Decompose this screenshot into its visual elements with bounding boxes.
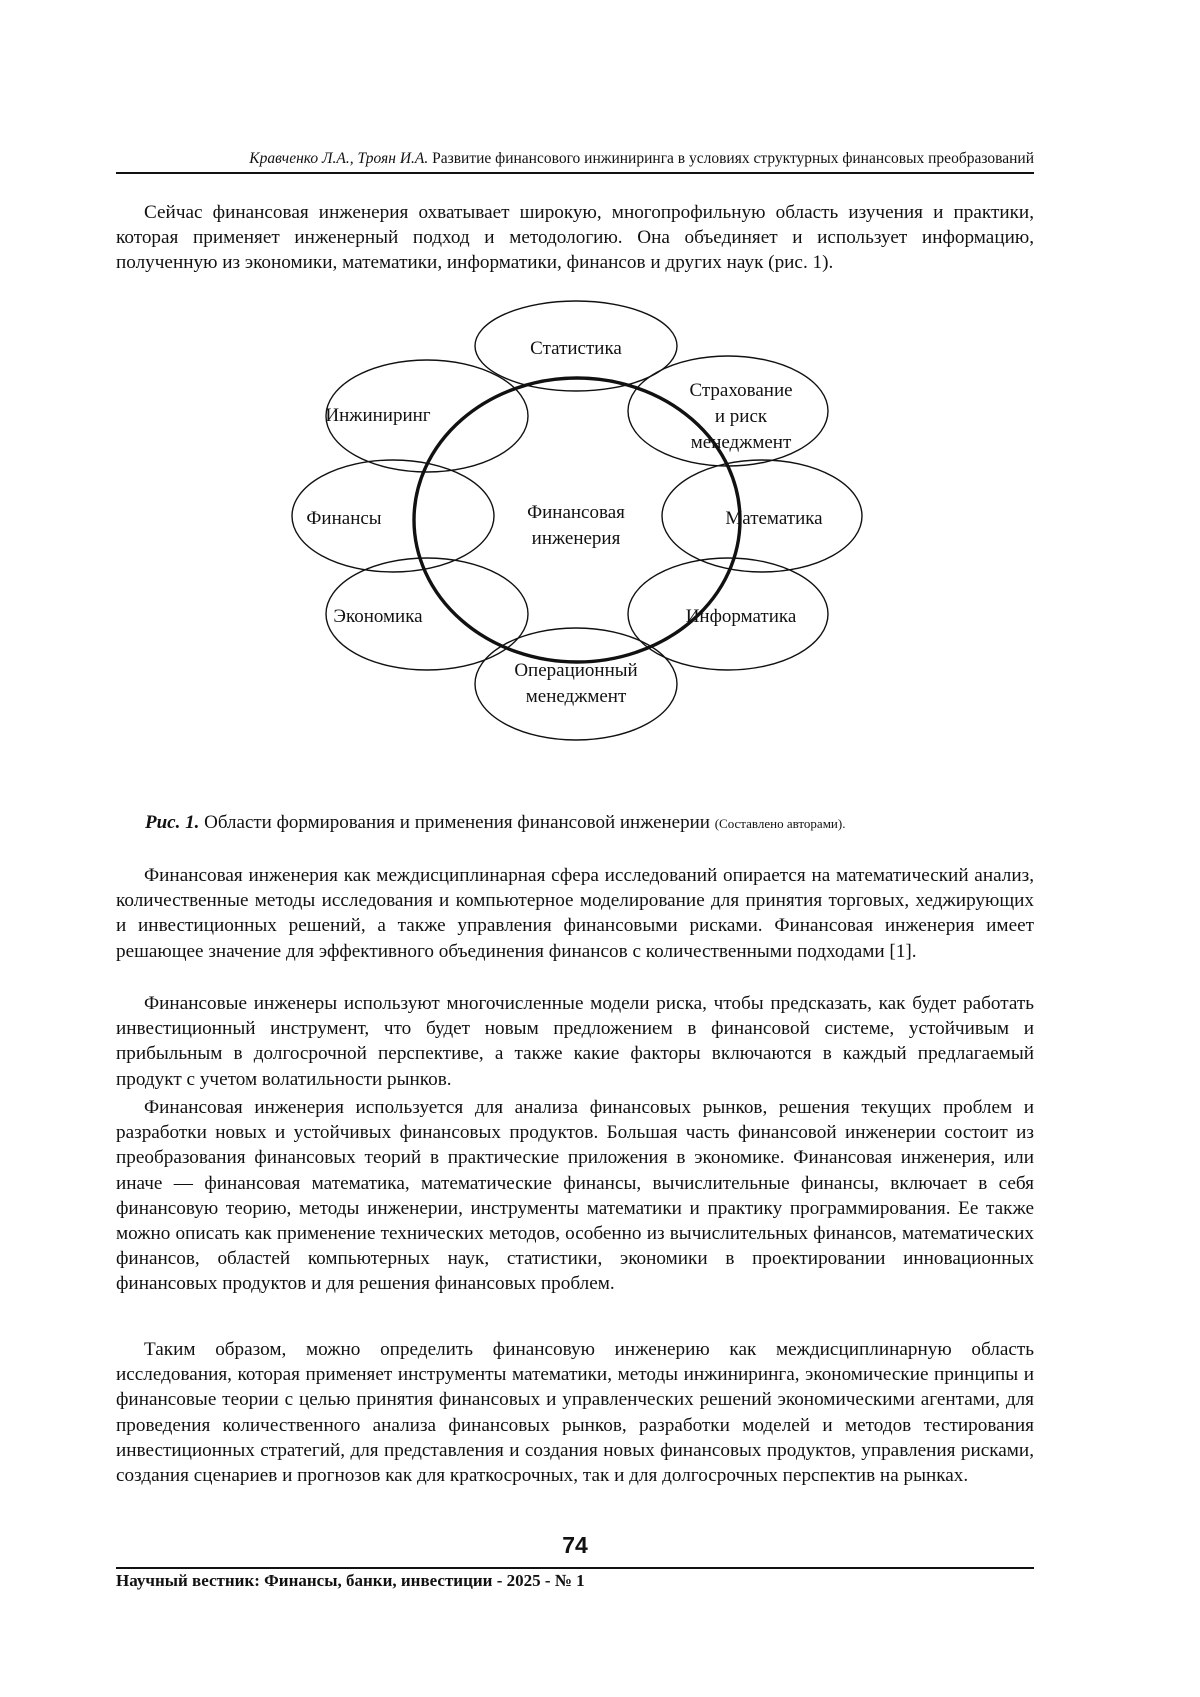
page-number: 74 [562,1532,588,1558]
figure-caption-source: (Составлено авторами). [714,816,846,831]
node-label-engineering: Инжиниринг [325,405,431,426]
running-head-authors: Кравченко Л.А., Троян И.А. [249,150,429,167]
figure-caption-text: Области формирования и применения финансовой инженерии [204,812,710,833]
center-label-line2: инженерия [531,528,621,549]
node-label-insurance-line1: Страхование [689,380,793,401]
header-rule [116,172,1034,174]
body-paragraph: Финансовая инженерия используется для анализа финансовых рынков, решения текущих проблем и разработки новых и устойчивых финансовых продуктов. Большая часть финансовой инженерии состоит из преобразования финансовых теорий в практические приложения в экономике. Финансовая инженерия, или иначе — финансовая математика, математические финансы, вычислительные финансы, включает в себя финансовую теорию, методы инженерии, инструменты математики и практику программирования. Ее также можно описать как применение технических методов, особенно из вычислительных финансов, математических финансов, областей компьютерных наук, статистики, экономики в проектировании инновационных финансовых продуктов и для решения финансовых проблем. [116,1097,1034,1295]
node-label-informatics: Информатика [685,606,797,627]
running-head [116,150,1034,168]
figure-diagram [250,298,890,798]
node-label-finance: Финансы [306,508,382,529]
node-label-insurance-line2: и риск [714,406,768,427]
node-label-operations-line1: Операционный [514,660,638,681]
figure-caption [145,812,1045,834]
diagram-svg [250,298,890,798]
node-label-mathematics: Математика [725,508,823,529]
figure-caption-label: Рис. 1. [145,812,200,833]
journal-footer: Научный вестник: Финансы, банки, инвестиции - 2025 - № 1 [116,1571,585,1590]
body-paragraph: Таким образом, можно определить финансовую инженерию как междисциплинарную область исследования, которая применяет инструменты математики, методы инжиниринга, экономические принципы и финансовые теории с целью принятия финансовых и управленческих решений экономическими агентами, для проведения количественного анализа финансовых рынков, разработки моделей и методов тестирования инвестиционных стратегий, для представления и создания новых финансовых продуктов, управления рисками, создания сценариев и прогнозов как для краткосрочных, так и для долгосрочных перспектив на рынках. [116,1339,1034,1487]
intro-paragraph: Сейчас финансовая инженерия охватывает широкую, многопрофильную область изучения и практики, которая применяет инженерный подход и методологию. Она объединяет и использует информацию, полученную из экономики, математики, информатики, финансов и других наук (рис. 1). [116,202,1034,274]
node-label-economics: Экономика [333,606,423,627]
node-label-statistics: Статистика [530,338,622,359]
footer-rule [116,1567,1034,1569]
node-ellipse-operations [475,628,677,740]
body-paragraph: Финансовая инженерия как междисциплинарная сфера исследований опирается на математический анализ, количественные методы исследования и компьютерное моделирование для принятия торговых, хеджирующих и инвестиционных решений, а также управления финансовыми рисками. Финансовая инженерия имеет решающее значение для эффективного объединения финансов с количественными подходами [1]. [116,865,1034,962]
body-paragraph: Финансовые инженеры используют многочисленные модели риска, чтобы предсказать, как будет работать инвестиционный инструмент, что будет новым предложением в финансовой системе, устойчивым и прибыльным в долгосрочной перспективе, а также какие факторы включаются в каждый предлагаемый продукт с учетом волатильности рынков. [116,993,1034,1090]
center-label-line1: Финансовая [527,502,625,523]
node-label-operations-line2: менеджмент [525,686,627,707]
node-label-insurance-line3: менеджмент [690,432,792,453]
running-head-title: Развитие финансового инжиниринга в условиях структурных финансовых преобразований [432,150,1034,167]
